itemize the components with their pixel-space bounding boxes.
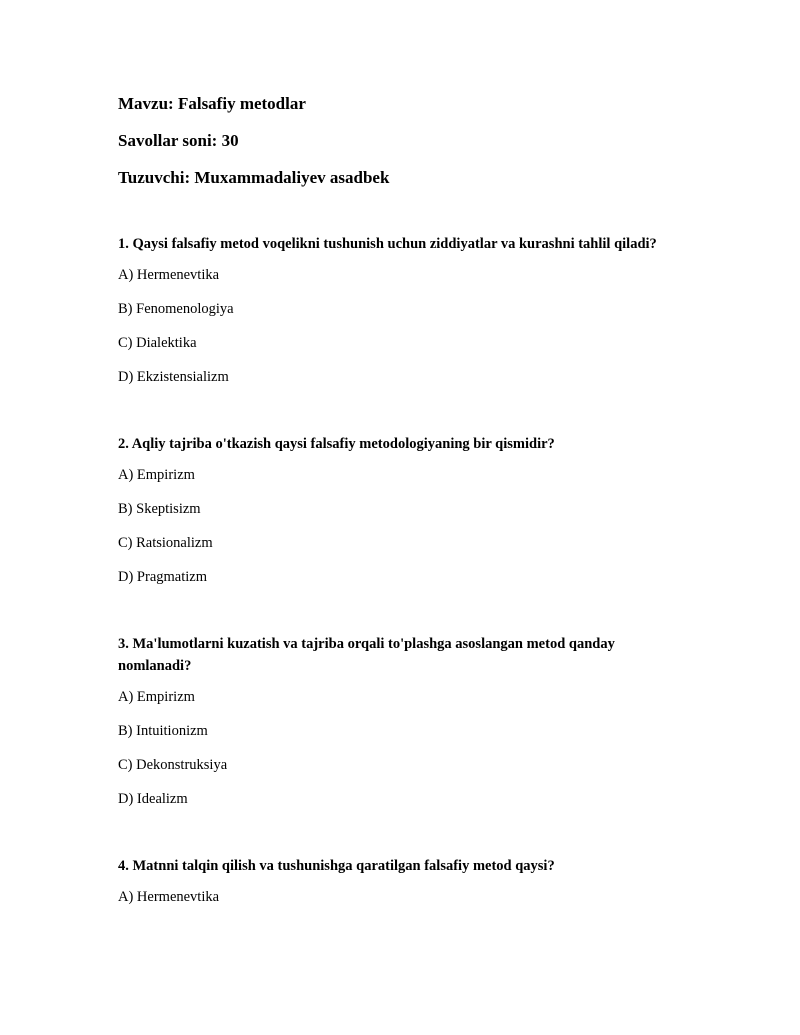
question-text: 2. Aqliy tajriba o'tkazish qaysi falsafiy metodologiyaning bir qismidir? [118, 436, 555, 452]
answer-option: D) Idealizm [118, 791, 188, 807]
answer-option: B) Intuitionizm [118, 723, 208, 739]
answer-option: D) Ekzistensializm [118, 369, 229, 385]
answer-option: B) Fenomenologiya [118, 301, 234, 317]
answer-option: A) Hermenevtika [118, 267, 220, 283]
question-item [118, 633, 680, 808]
question-item [118, 855, 680, 906]
question-count-heading: Savollar soni: 30 [118, 131, 239, 150]
document-header [118, 93, 680, 189]
author-heading: Tuzuvchi: Muxammadaliyev asadbek [118, 168, 390, 187]
answer-option: A) Empirizm [118, 467, 195, 483]
answer-option: D) Pragmatizm [118, 569, 207, 585]
answer-option: A) Empirizm [118, 689, 195, 705]
question-item [118, 233, 680, 386]
topic-heading: Mavzu: Falsafiy metodlar [118, 94, 306, 113]
question-text: 4. Matnni talqin qilish va tushunishga qaratilgan falsafiy metod qaysi? [118, 858, 555, 874]
answer-option: C) Dialektika [118, 335, 197, 351]
question-item [118, 433, 680, 586]
question-list [118, 233, 680, 906]
answer-option: B) Skeptisizm [118, 501, 201, 517]
question-text: 1. Qaysi falsafiy metod voqelikni tushunish uchun ziddiyatlar va kurashni tahlil qiladi? [118, 236, 657, 252]
answer-option: A) Hermenevtika [118, 889, 220, 905]
answer-option: C) Ratsionalizm [118, 535, 213, 551]
question-text: 3. Ma'lumotlarni kuzatish va tajriba orqali to'plashga asoslangan metod qanday nomlanadi? [118, 636, 615, 674]
answer-option: C) Dekonstruksiya [118, 757, 228, 773]
